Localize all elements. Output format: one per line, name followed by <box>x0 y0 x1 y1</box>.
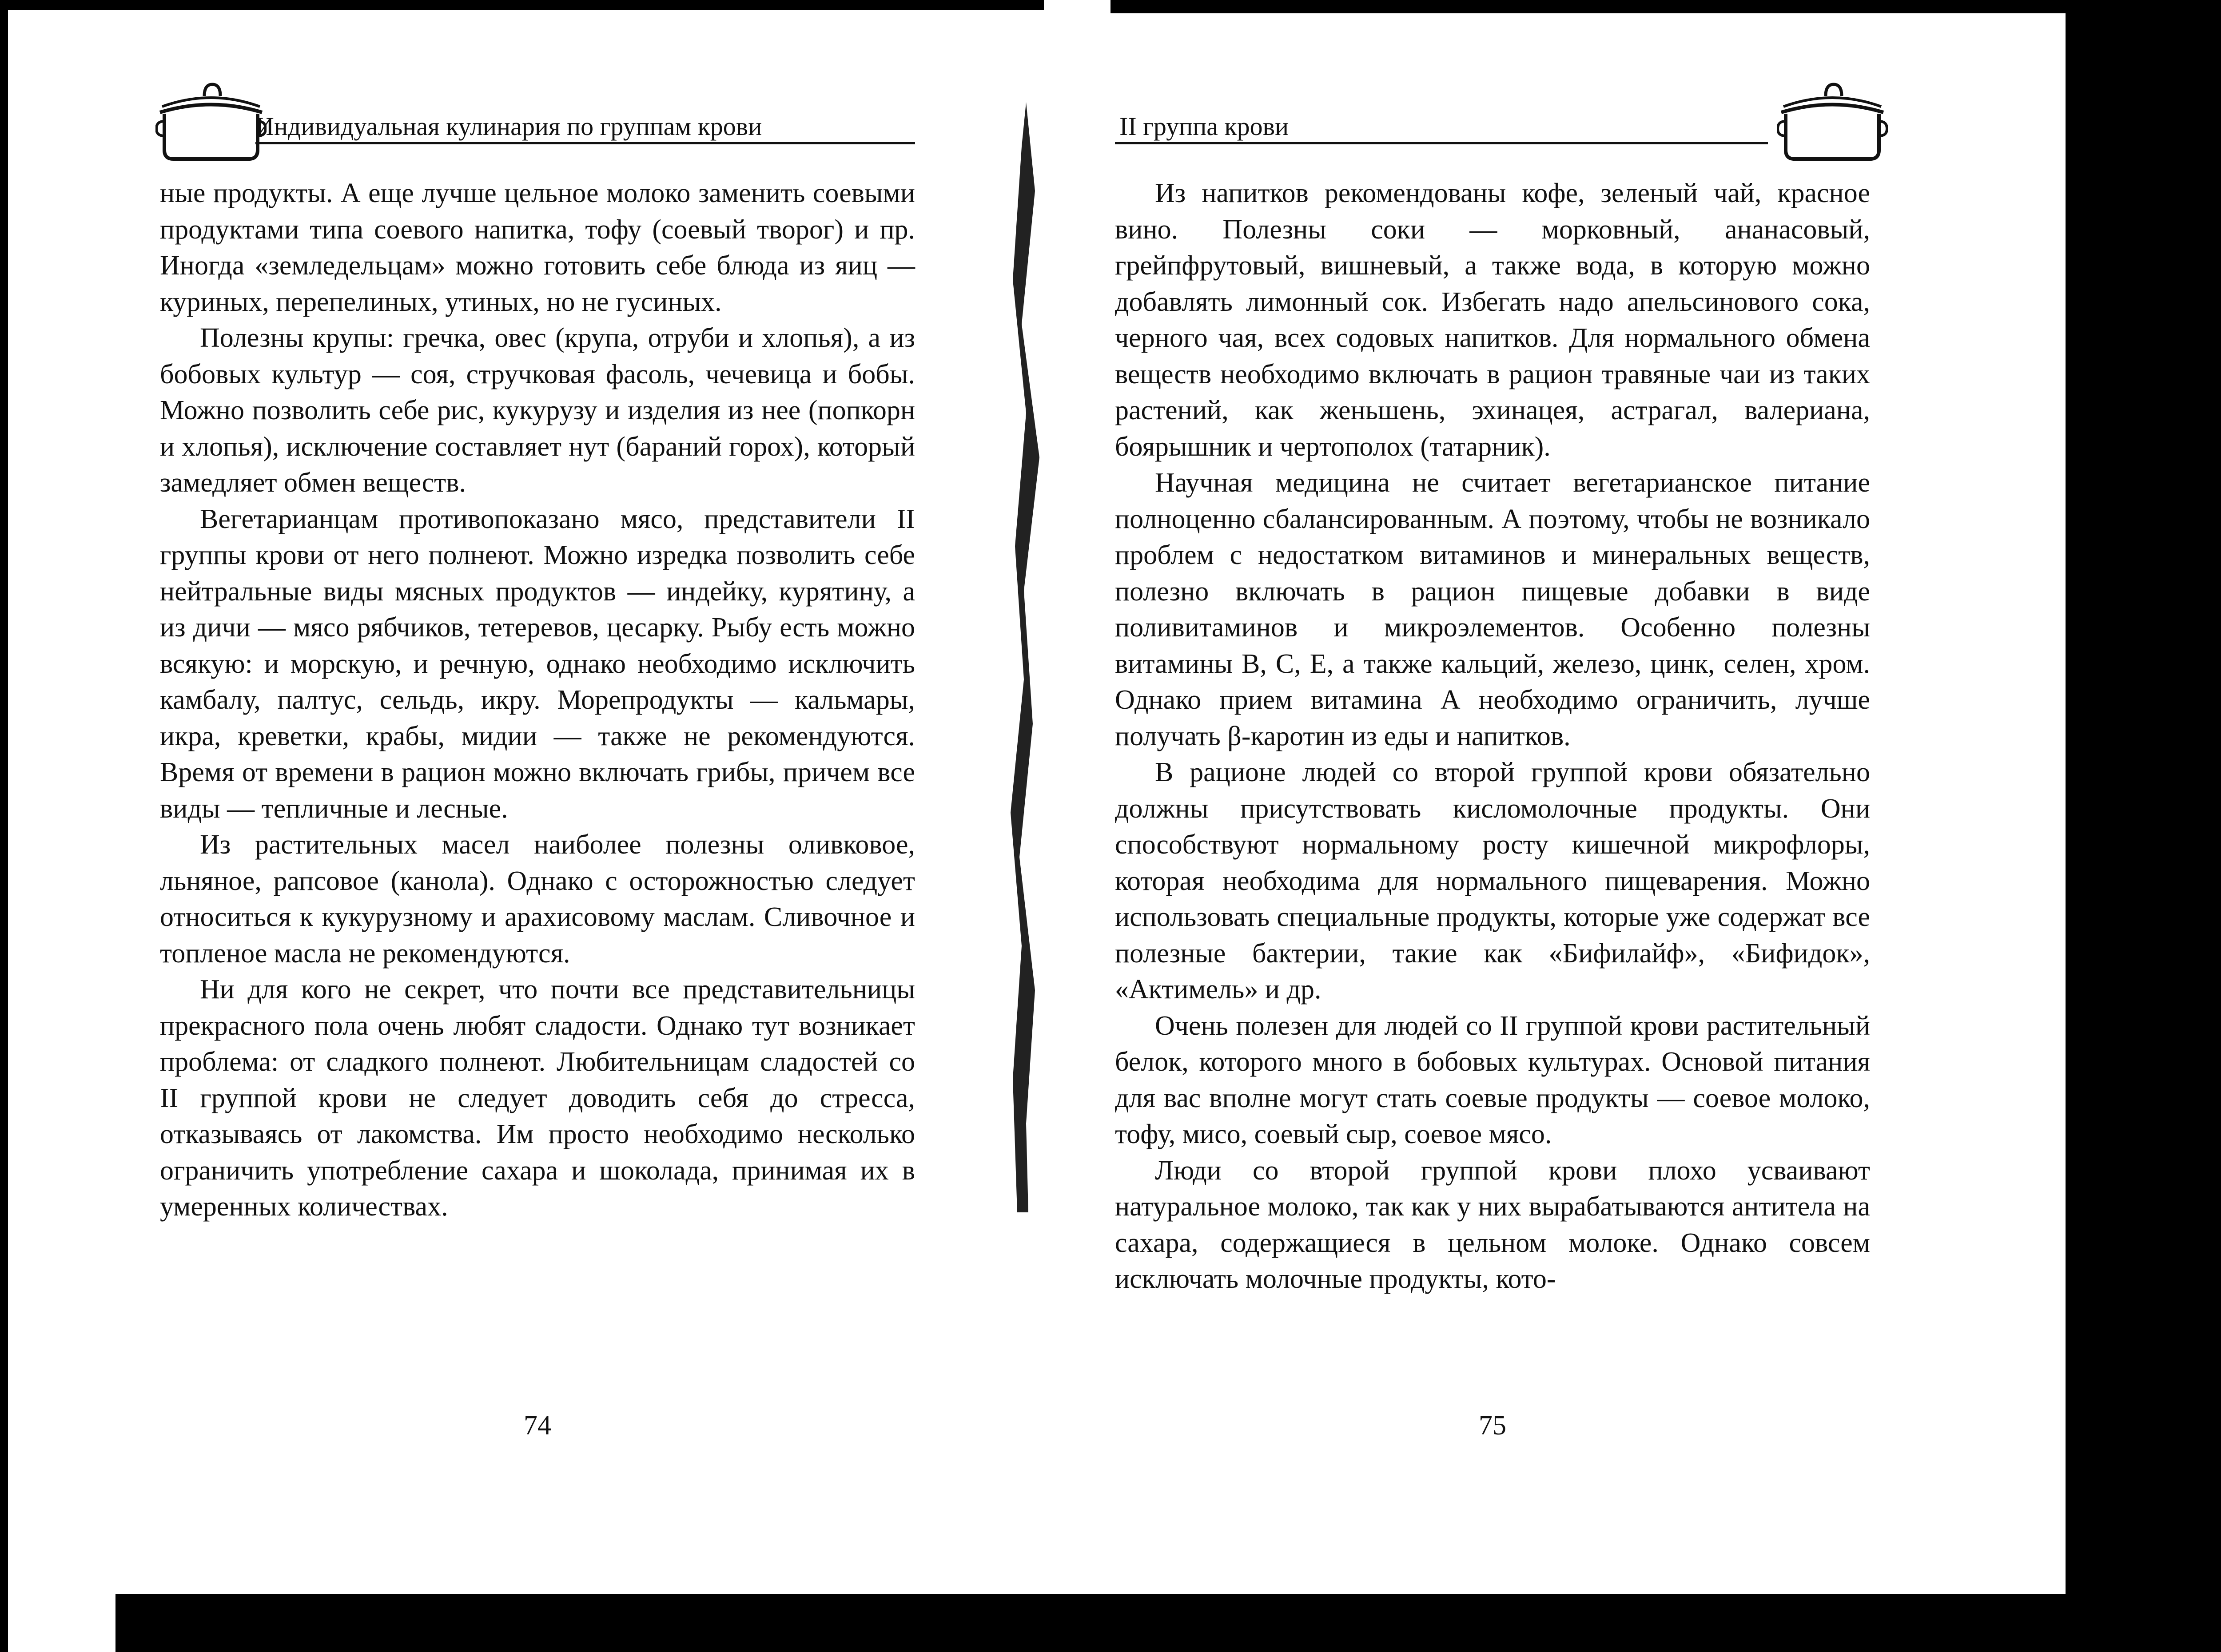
page-number: 75 <box>1479 1410 1506 1441</box>
running-header: Индивидуальная кулинария по группам крови <box>255 112 762 141</box>
body-text <box>1115 175 1870 1298</box>
scan-right-edge <box>2066 0 2221 1652</box>
gutter-shadow <box>1008 102 1044 1212</box>
scan-left-edge <box>0 0 8 1652</box>
paragraph: Ни для кого не секрет, что почти все представительницы прекрасного пола очень любят сладости. Однако тут возникает проблема: от сладкого полнеют. Любительницам сладостей со II группой крови не следует доводить себя до стресса, отказываясь от лакомства. Им просто необходимо несколько ограничить употребление сахара и шоколада, принимая их в умеренных количествах. <box>160 974 915 1222</box>
left-page <box>160 71 915 1581</box>
scan-top-edge-left <box>0 0 1044 10</box>
scan-bottom-edge <box>115 1594 2070 1652</box>
paragraph: ные продукты. А еще лучше цельное молоко заменить соевыми продуктами типа соевого напитка, тофу (соевый творог) и пр. Иногда «земледельцам» можно готовить себе блюда из яиц — куриных, перепелиных, утиных, но не гусиных. <box>160 178 915 317</box>
body-text <box>160 175 915 1225</box>
paragraph: В рационе людей со второй группой крови обязательно должны присутствовать кисломолочные продукты. Они способствуют нормальному росту кишечной микрофлоры, которая необходима для нормального пищеварения. Можно использовать специальные продукты, которые уже содержат все полезные бактерии, такие как «Бифилайф», «Бифидок», «Актимель» и др. <box>1115 757 1870 1005</box>
scan-top-edge-right <box>1110 0 2221 13</box>
paragraph: Из напитков рекомендованы кофе, зеленый чай, красное вино. Полезны соки — морковный, ананасовый, грейпфрутовый, вишневый, а также вода, в которую можно добавлять лимонный сок. Избегать надо апельсинового сока, черного чая, всех содовых напитков. Для нормального обмена веществ необходимо включать в рацион травяные чаи из таких растений, как женьшень, эхинацея, астрагал, валериана, боярышник и чертополох (татарник). <box>1115 178 1870 462</box>
paragraph: Вегетарианцам противопоказано мясо, представители II группы крови от него полнеют. Можно изредка позволить себе нейтральные виды мясных продуктов — индейку, курятину, а из дичи — мясо рябчиков, тетеревов, цесарку. Рыбу есть можно всякую: и морскую, и речную, однако необходимо исключить камбалу, палтус, сельдь, икру. Морепродукты — кальмары, икра, креветки, крабы, мидии — также не рекомендуются. Время от времени в рацион можно включать грибы, причем все виды — тепличные и лесные. <box>160 504 915 824</box>
header-rule <box>1115 142 1768 144</box>
right-page <box>1115 71 1870 1581</box>
paragraph: Из растительных масел наиболее полезны оливковое, льняное, рапсовое (канола). Однако с осторожностью следует относиться к кукурузному и арахисовому маслам. Сливочное и топленое масла не рекомендуются. <box>160 830 915 969</box>
running-header: II группа крови <box>1119 112 1289 141</box>
page-number: 74 <box>524 1410 551 1441</box>
header-rule <box>255 142 915 144</box>
paragraph: Полезны крупы: гречка, овес (крупа, отруби и хлопья), а из бобовых культур — соя, стручковая фасоль, чечевица и бобы. Можно позволить себе рис, кукурузу и изделия из нее (попкорн и хлопья), исключение составляет нут (бараний горох), который замедляет обмен веществ. <box>160 323 915 498</box>
paragraph: Люди со второй группой крови плохо усваивают натуральное молоко, так как у них вырабатываются антитела на сахара, содержащиеся в цельном молоке. Однако совсем исключать молочные продукты, кото- <box>1115 1155 1870 1294</box>
paragraph: Очень полезен для людей со II группой крови растительный белок, которого много в бобовых культурах. Основой питания для вас вполне могут стать соевые продукты — соевое молоко, тофу, мисо, соевый сыр, соевое мясо. <box>1115 1010 1870 1149</box>
paragraph: Научная медицина не считает вегетарианское питание полноценно сбалансированным. А поэтому, чтобы не возникало проблем с недостатком витаминов и минеральных веществ, полезно включать в рацион пищевые добавки в виде поливитаминов и микроэлементов. Особенно полезны витамины В, С, Е, а также кальций, железо, цинк, селен, хром. Однако прием витамина А необходимо ограничить, лучше получать β-каротин из еды и напитков. <box>1115 468 1870 751</box>
cooking-pot-icon <box>1777 79 1888 163</box>
